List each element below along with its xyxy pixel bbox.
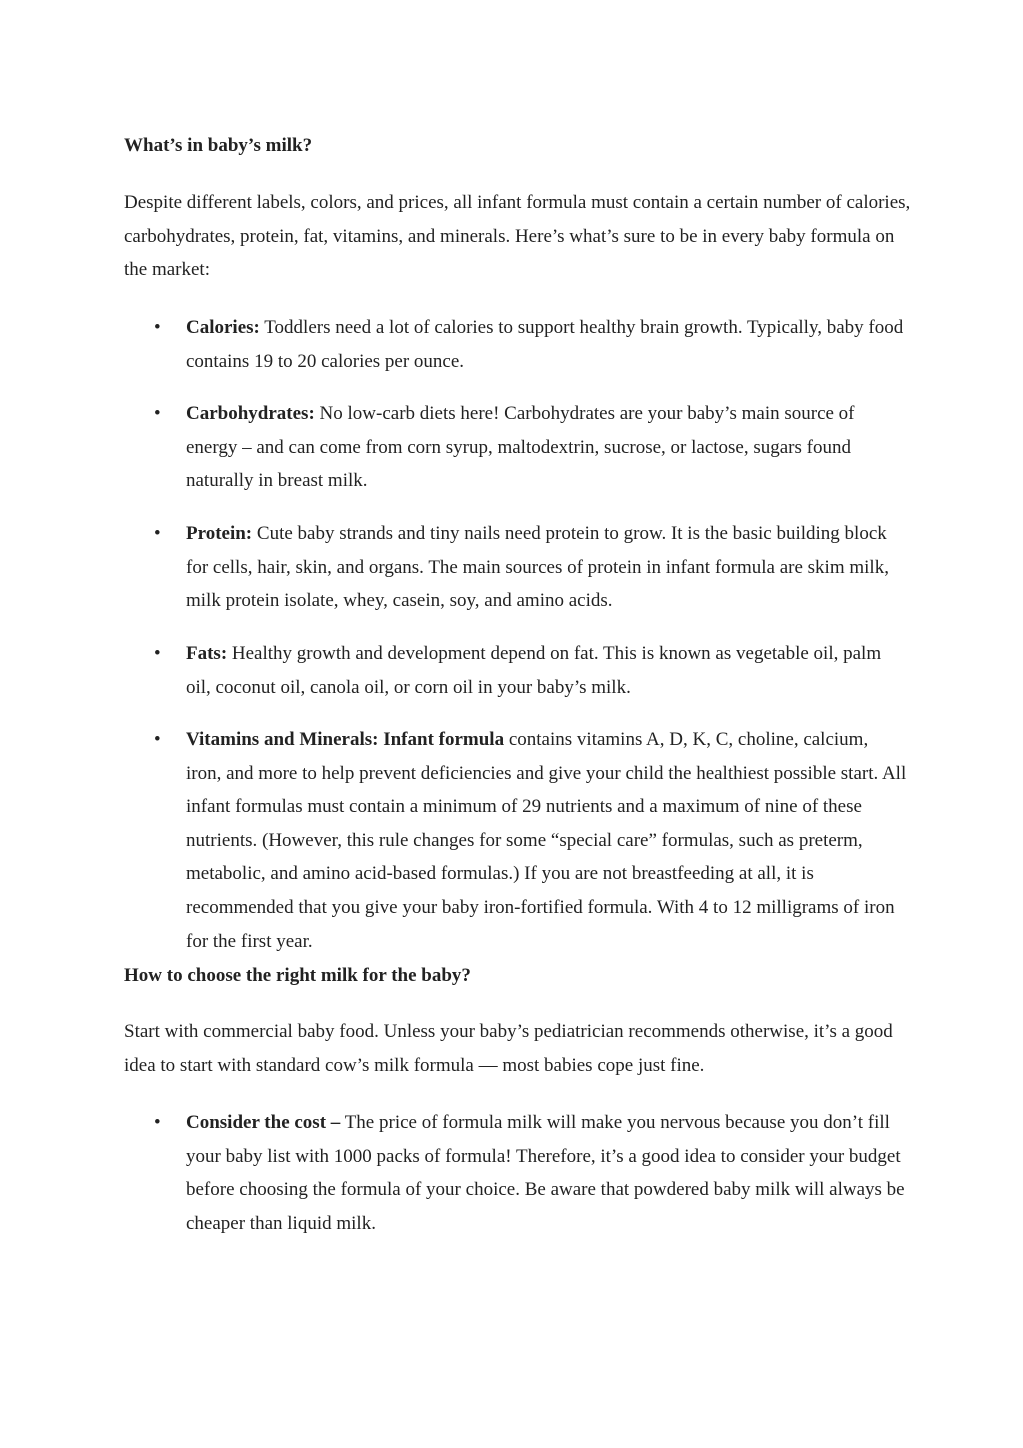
list-item-consider-cost <box>124 1106 914 1240</box>
bullet-icon: • <box>154 317 161 338</box>
list-item-calories <box>124 311 914 378</box>
bullet-icon: • <box>154 403 161 424</box>
list-item-text <box>186 1106 908 1240</box>
list-item-term: Consider the cost – <box>186 1112 341 1133</box>
intro-paragraph: Despite different labels, colors, and prices, all infant formula must contain a certain number of calories, carbohydrates, protein, fat, vitamins, and minerals. Here’s what’s sure to be in every baby formula on the market: <box>124 192 911 281</box>
bullet-icon: • <box>154 1112 161 1133</box>
list-item-description: Cute baby strands and tiny nails need protein to grow. It is the basic building block for cells, hair, skin, and organs. The main sources of protein in infant formula are skim milk, milk protein isolate, whey, casein, soy, and amino acids. <box>186 523 889 612</box>
list-item-text <box>186 637 908 704</box>
bullet-icon: • <box>154 643 161 664</box>
list-item-description: No low-carb diets here! Carbohydrates are your baby’s main source of energy – and can come from corn syrup, maltodextrin, sucrose, or lactose, sugars found naturally in breast milk. <box>186 403 855 492</box>
bullet-icon: • <box>154 523 161 544</box>
list-item-text <box>186 723 908 958</box>
section-heading-whats-in-milk: What’s in baby’s milk? <box>124 135 313 156</box>
list-item-vitamins-minerals <box>124 723 914 958</box>
list-item-description: Healthy growth and development depend on fat. This is known as vegetable oil, palm oil, coconut oil, canola oil, or corn oil in your baby’s milk. <box>186 643 882 698</box>
list-item-term: Vitamins and Minerals: Infant formula <box>186 729 505 750</box>
intro-paragraph: Start with commercial baby food. Unless your baby’s pediatrician recommends otherwise, it’s a good idea to start with standard cow’s milk formula — most babies cope just fine. <box>124 1021 893 1076</box>
list-item-description: The price of formula milk will make you nervous because you don’t fill your baby list with 1000 packs of formula! Therefore, it’s a good idea to consider your budget before choosing the formula of your choice. Be aware that powdered baby milk will always be cheaper than liquid milk. <box>186 1112 905 1234</box>
section-heading-choose-milk: How to choose the right milk for the baby? <box>124 965 471 986</box>
list-item-term: Fats: <box>186 643 228 664</box>
list-item-term: Protein: <box>186 523 253 544</box>
list-item-term: Carbohydrates: <box>186 403 315 424</box>
list-item-text <box>186 517 908 618</box>
list-item-carbohydrates <box>124 397 914 498</box>
list-item-description: contains vitamins A, D, K, C, choline, calcium, iron, and more to help prevent deficiencies and give your child the healthiest possible start. All infant formulas must contain a minimum of 29 nutrients and a maximum of nine of these nutrients. (However, this rule changes for some “special care” formulas, such as preterm, metabolic, and amino acid-based formulas.) If you are not breastfeeding at all, it is recommended that you give your baby iron-fortified formula. With 4 to 12 milligrams of iron for the first year. <box>186 729 907 952</box>
list-item-protein <box>124 517 914 618</box>
list-item-term: Calories: <box>186 317 260 338</box>
list-item-text <box>186 311 908 378</box>
bullet-icon: • <box>154 729 161 750</box>
list-item-description: Toddlers need a lot of calories to support healthy brain growth. Typically, baby food contains 19 to 20 calories per ounce. <box>186 317 904 372</box>
list-item-text <box>186 397 908 498</box>
list-item-fats <box>124 637 914 704</box>
